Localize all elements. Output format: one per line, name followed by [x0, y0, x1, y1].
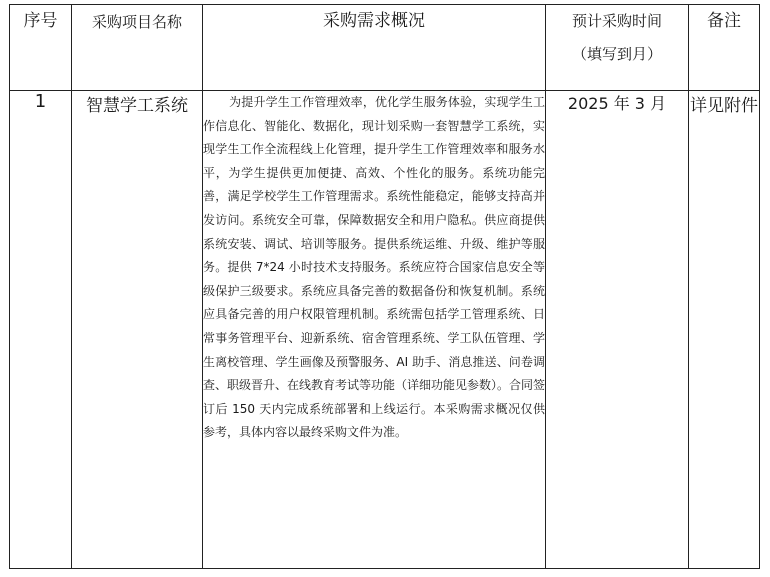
header-remark: 备注: [689, 5, 760, 91]
header-time: [546, 5, 689, 91]
cell-time: 2025 年 3 月: [546, 91, 689, 569]
table-row: [10, 91, 760, 569]
overview-text: 为提升学生工作管理效率，优化学生服务体验，实现学生工作信息化、智能化、数据化，现计划采购一套智慧学工系统，实现学生工作全流程线上化管理，提升学生工作管理效率和服务水平，为学生提供更加便捷、高效、个性化的服务。系统功能完善，满足学校学生工作管理需求。系统性能稳定，能够支持高并发访问。系统安全可靠，保障数据安全和用户隐私。供应商提供系统安装、调试、培训等服务。提供系统运维、升级、维护等服务。提供 7*24 小时技术支持服务。系统应符合国家信息安全等级保护三级要求。系统应具备完善的数据备份和恢复机制。系统应具备完善的用户权限管理机制。系统需包括学工管理系统、日常事务管理平台、迎新系统、宿舍管理系统、学工队伍管理、学生离校管理、学生画像及预警服务、AI 助手、消息推送、问卷调查、职级晋升、在线教育考试等功能（详细功能见参数）。合同签订后 150 天内完成系统部署和上线运行。本采购需求概况仅供参考，具体内容以最终采购文件为准。: [203, 95, 546, 440]
cell-remark: 详见附件: [689, 91, 760, 569]
header-overview: 采购需求概况: [203, 5, 546, 91]
header-time-line1: 预计采购时间: [571, 12, 662, 30]
header-time-line2: （填写到月）: [571, 45, 662, 63]
cell-seq: 1: [10, 91, 72, 569]
header-project-name: 采购项目名称: [72, 5, 203, 91]
table-header-row: [10, 5, 760, 91]
cell-project-name: 智慧学工系统: [72, 91, 203, 569]
header-seq: 序号: [10, 5, 72, 91]
procurement-table: [9, 4, 760, 569]
cell-overview: [203, 91, 546, 569]
